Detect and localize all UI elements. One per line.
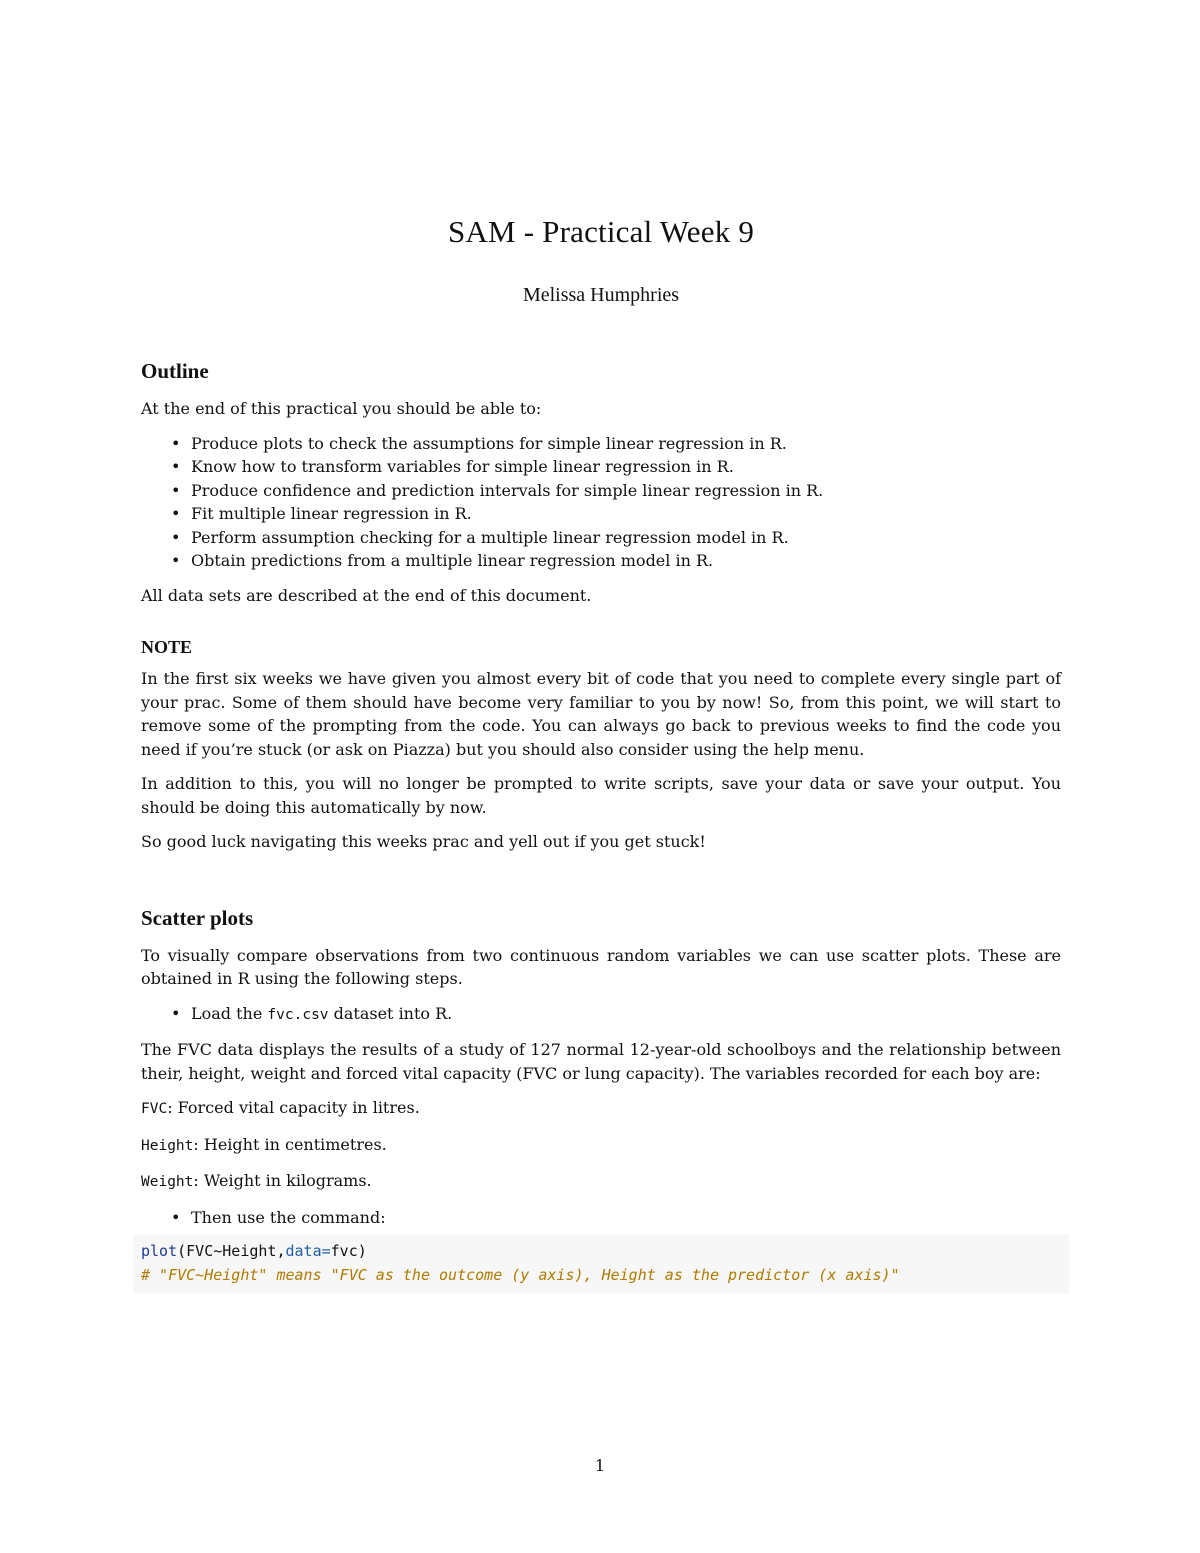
page-number: 1 [594, 1456, 606, 1475]
bullet-icon: • [171, 527, 181, 547]
list-item: • Load the fvc.csv dataset into R. [191, 1002, 1061, 1028]
list-item: • Fit multiple linear regression in R. [191, 502, 1061, 526]
bullet-icon: • [171, 1207, 181, 1227]
list-item: • Perform assumption checking for a multiple linear regression model in R. [191, 526, 1061, 550]
variable-name: FVC [141, 1101, 168, 1117]
list-item: • Then use the command: [191, 1206, 1061, 1230]
document-title: SAM - Practical Week 9 [447, 214, 755, 249]
scatter-heading: Scatter plots [141, 905, 254, 930]
document-author: Melissa Humphries [522, 284, 680, 306]
list-item: • Produce plots to check the assumptions for simple linear regression in R. [191, 432, 1061, 456]
variable-weight: Weight: Weight in kilograms. [141, 1171, 372, 1190]
outline-intro: At the end of this practical you should be able to: [141, 399, 542, 418]
scatter-step-list-1 [141, 1002, 1061, 1028]
dataset-filename: fvc.csv [267, 1006, 329, 1023]
code-argument: data= [285, 1242, 331, 1260]
code-function: plot [141, 1242, 178, 1260]
variable-fvc: FVC: Forced vital capacity in litres. [141, 1098, 420, 1117]
bullet-icon: • [171, 1003, 181, 1023]
note-heading: NOTE [141, 637, 193, 657]
scatter-intro: To visually compare observations from two continuous random variables we can use scatter plots. These are obtained in R using the following steps. [141, 945, 1061, 988]
bullet-icon: • [171, 504, 181, 523]
outline-closing: All data sets are described at the end of this document. [141, 585, 592, 605]
bullet-icon: • [171, 480, 181, 500]
code-block: plot(FVC~Height,data=fvc) # "FVC~Height" means "FVC as the outcome (y axis), Height as the predictor (x axis)" [133, 1235, 1069, 1293]
bullet-icon: • [171, 551, 181, 570]
page-content [141, 212, 1061, 1293]
list-item: • Obtain predictions from a multiple linear regression model in R. [191, 549, 1061, 573]
outline-heading: Outline [141, 359, 209, 383]
list-item: • Produce confidence and prediction intervals for simple linear regression in R. [191, 479, 1061, 503]
note-paragraph-1: In the first six weeks we have given you almost every bit of code that you need to complete every single part of your prac. Some of them should have become very familiar to you by now! So, from this point, we will start to remove some of the prompting from the code. You can always go back to previous weeks to find the code you need if you’re stuck (or ask on Piazza) but you should also consider using the help menu. [141, 669, 1061, 759]
variable-name: Weight [141, 1174, 194, 1190]
note-paragraph-2: In addition to this, you will no longer be prompted to write scripts, save your data or save your output. You should be doing this automatically by now. [141, 774, 1061, 817]
note-paragraph-3: So good luck navigating this weeks prac and yell out if you get stuck! [141, 832, 706, 851]
scatter-step-list-2 [141, 1206, 1061, 1230]
list-item: • Know how to transform variables for simple linear regression in R. [191, 455, 1061, 479]
code-comment: # "FVC~Height" means "FVC as the outcome (y axis), Height as the predictor (x axis)" [141, 1266, 900, 1284]
fvc-description: The FVC data displays the results of a study of 127 normal 12-year-old schoolboys and the relationship between their, height, weight and forced vital capacity (FVC or lung capacity). The variables recorded for each boy are: [141, 1040, 1061, 1083]
bullet-icon: • [171, 433, 181, 453]
outline-list [141, 432, 1061, 573]
bullet-icon: • [171, 457, 181, 476]
variable-name: Height [141, 1137, 194, 1154]
variable-height: Height: Height in centimetres. [141, 1134, 387, 1154]
